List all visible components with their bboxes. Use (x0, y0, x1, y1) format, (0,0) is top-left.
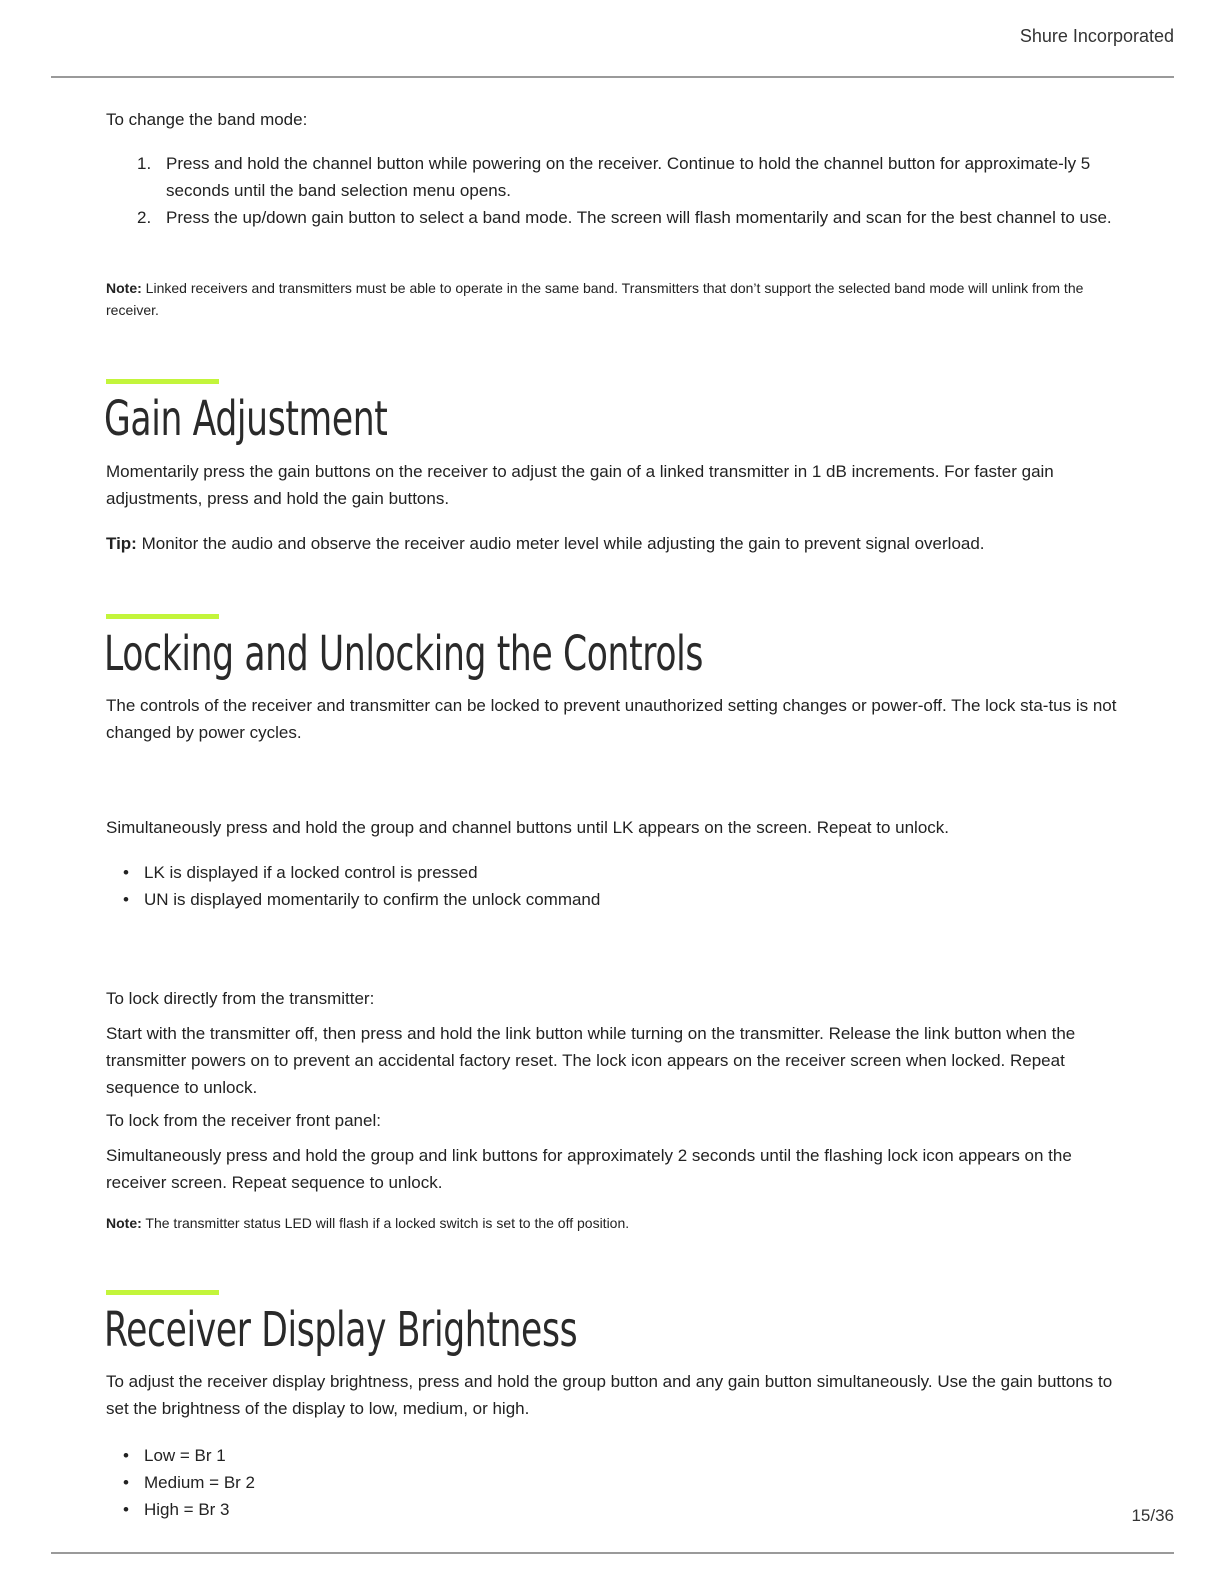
list-item (106, 1496, 1118, 1523)
gain-adjustment-heading: Gain Adjustment (104, 391, 388, 447)
bullet-icon: • (123, 1500, 129, 1519)
transmitter-lock-text: Start with the transmitter off, then press and hold the link button while turning on the transmitter. Release the link button when the transmitter powers on to prevent an accidental factory reset. The lock icon appears on the receiver screen when locked. Repeat sequence to unlock. (106, 1024, 1076, 1097)
note-text: Linked receivers and transmitters must be able to operate in the same band. Transmitters that don’t support the selected band mode will unlink from the receiver. (106, 280, 1084, 318)
bullet-icon: • (123, 890, 129, 909)
bullet-text: Low = Br 1 (144, 1446, 226, 1465)
bullet-icon: • (123, 1446, 129, 1465)
brightness-bullets (106, 1442, 1118, 1523)
header-divider (51, 76, 1174, 78)
list-item (106, 1442, 1118, 1469)
transmitter-lock-intro: To lock directly from the transmitter: (106, 989, 375, 1008)
locking-instruction: Simultaneously press and hold the group and channel buttons until LK appears on the screen. Repeat to unlock. (106, 818, 950, 837)
receiver-lock-intro: To lock from the receiver front panel: (106, 1111, 381, 1130)
list-item (106, 150, 1118, 204)
bullet-text: Medium = Br 2 (144, 1473, 256, 1492)
locking-heading: Locking and Unlocking the Controls (104, 626, 704, 682)
receiver-lock-text: Simultaneously press and hold the group and link buttons for approximately 2 seconds until the flashing lock icon appears on the receiver screen. Repeat sequence to unlock. (106, 1146, 1072, 1192)
list-item (106, 204, 1118, 231)
step-text: Press and hold the channel button while powering on the receiver. Continue to hold the channel button for approximate-ly 5 seconds until the band selection menu opens. (166, 154, 1091, 200)
list-item (106, 1469, 1118, 1496)
bullet-text: UN is displayed momentarily to confirm the unlock command (144, 890, 601, 909)
brightness-heading: Receiver Display Brightness (104, 1302, 578, 1358)
note-text: The transmitter status LED will flash if a locked switch is set to the off position. (141, 1215, 630, 1231)
header-company-name: Shure Incorporated (1019, 26, 1174, 46)
locking-body: The controls of the receiver and transmitter can be locked to prevent unauthorized setting changes or power-off. The lock sta-tus is not changed by power cycles. (106, 696, 1117, 742)
band-mode-note (106, 277, 1118, 321)
tip-label: Tip: (106, 534, 137, 553)
note-label: Note: (106, 280, 142, 296)
bullet-text: High = Br 3 (144, 1500, 230, 1519)
section-accent-bar (106, 1290, 219, 1295)
step-number: 2. (137, 208, 152, 227)
bullet-icon: • (123, 1473, 129, 1492)
note-label: Note: (106, 1215, 142, 1231)
locking-bullets (106, 859, 1118, 913)
bullet-text: LK is displayed if a locked control is pressed (144, 863, 478, 882)
tip-text: Monitor the audio and observe the receiver audio meter level while adjusting the gain to prevent signal overload. (136, 534, 985, 553)
step-text: Press the up/down gain button to select a band mode. The screen will flash momentarily and scan for the best channel to use. (166, 208, 1112, 227)
band-mode-steps (106, 150, 1118, 231)
list-item (106, 886, 1118, 913)
gain-adjustment-tip (106, 530, 1118, 557)
footer-divider (51, 1552, 1174, 1554)
locking-note (106, 1212, 1118, 1234)
section-accent-bar (106, 614, 219, 619)
section-accent-bar (106, 379, 219, 384)
band-mode-intro: To change the band mode: (106, 110, 308, 129)
page-number: 15/36 (1131, 1506, 1174, 1525)
bullet-icon: • (123, 863, 129, 882)
brightness-body: To adjust the receiver display brightness, press and hold the group button and any gain button simultaneously. Use the gain buttons to set the brightness of the display to low, medium, or high. (106, 1372, 1113, 1418)
gain-adjustment-body: Momentarily press the gain buttons on the receiver to adjust the gain of a linked transmitter in 1 dB increments. For faster gain adjustments, press and hold the gain buttons. (106, 462, 1054, 508)
step-number: 1. (137, 154, 152, 173)
list-item (106, 859, 1118, 886)
